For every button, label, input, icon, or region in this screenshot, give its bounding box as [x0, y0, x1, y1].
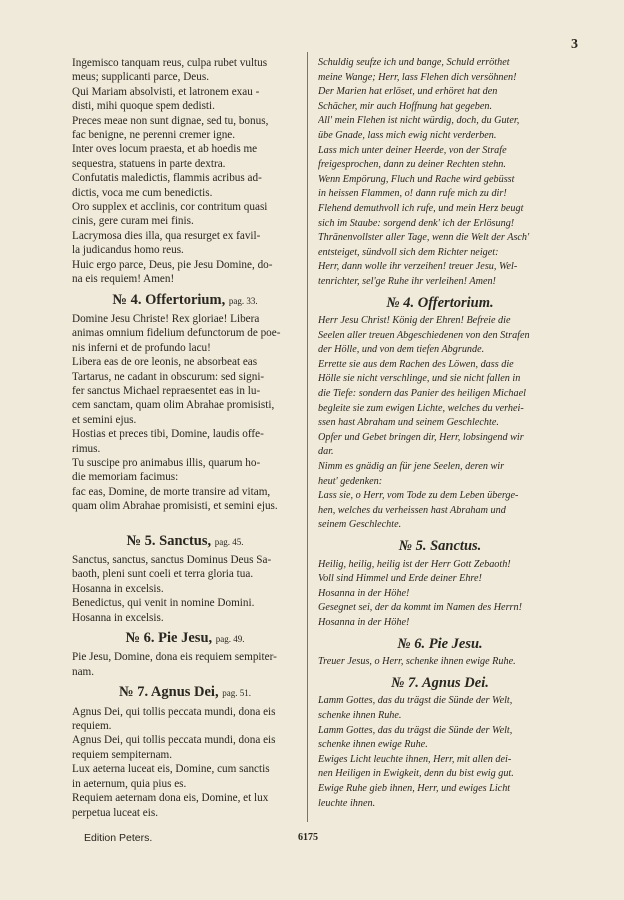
text-line: in aeternum, quia pius es.	[72, 777, 187, 790]
text-line: dar.	[318, 446, 334, 458]
text-line: Herr, dann wolle ihr verzeihen! treuer Jesu, Wel-	[318, 261, 518, 273]
heading-title: № 5. Sanctus,	[126, 532, 212, 549]
text-line: in heissen Flammen, o! dann rufe mich zu dir!	[318, 188, 507, 200]
text-line: Benedictus, qui venit in nomine Domini.	[72, 597, 255, 610]
text-line: Lass mich unter deiner Heerde, von der Strafe	[318, 144, 507, 156]
german-heading-sanctus: № 5. Sanctus.	[398, 538, 482, 554]
text-line: baoth, pleni sunt coeli et terra gloria tua.	[72, 568, 254, 581]
latin-block-sanctus	[72, 553, 298, 625]
page-reference: pag. 49.	[215, 634, 245, 645]
german-heading-pie-jesu: № 6. Pie Jesu.	[397, 635, 483, 652]
text-line: Huic ergo parce, Deus, pie Jesu Domine, do-	[72, 258, 273, 271]
text-line: Agnus Dei, qui tollis peccata mundi, dona eis	[72, 705, 276, 718]
text-line: entsteiget, sündvoll sich dem Richter neiget:	[318, 246, 499, 258]
text-line: leuchte ihnen.	[318, 797, 376, 809]
text-line: requiem.	[72, 720, 112, 733]
text-line: hen, welches du verheissen hast Abraham und	[318, 504, 506, 516]
text-line: Treuer Jesus, o Herr, schenke ihnen ewige Ruhe.	[318, 656, 516, 668]
german-heading-agnus-dei: № 7. Agnus Dei.	[391, 674, 489, 691]
german-block-dies-irae	[318, 56, 562, 290]
text-line: Thränenvollster aller Tage, wenn die Welt der Asch'	[318, 232, 530, 244]
text-line: schenke ihnen ewige Ruhe.	[318, 739, 428, 751]
text-line: Errette sie aus dem Rachen des Löwen, dass die	[318, 358, 514, 370]
text-line: Oro supplex et acclinis, cor contritum quasi	[72, 201, 268, 214]
text-line: sich im Staube: sorgend denk' ich der Erlösung!	[318, 217, 515, 229]
text-line: Schächer, mir auch Hoffnung hat gegeben.	[318, 100, 493, 112]
latin-heading-agnus-dei	[72, 685, 298, 700]
text-line: Opfer und Gebet bringen dir, Herr, lobsingend wir	[318, 431, 524, 443]
text-line: Lamm Gottes, das du trägst die Sünde der Welt,	[318, 724, 513, 736]
latin-block-offertorium	[72, 312, 298, 514]
text-line: Pie Jesu, Domine, dona eis requiem sempiter-	[72, 651, 277, 664]
latin-block-pie-jesu	[72, 650, 298, 679]
text-line: nen Heiligen in Ewigkeit, denn du bist ewig gut.	[318, 768, 514, 780]
text-line: tenrichter, sel'ge Ruhe ihr verleihen! Amen!	[318, 275, 496, 287]
text-line: Hölle sie nicht verschlinge, und sie nicht fallen in	[318, 373, 521, 385]
text-line: seinem Geschlechte.	[318, 519, 402, 531]
text-line: animas omnium fidelium defunctorum de poe-	[72, 327, 281, 340]
text-line: cem sanctam, quam olim Abrahae promisisti,	[72, 399, 275, 412]
page-reference: pag. 45.	[214, 536, 244, 547]
text-line: die memoriam facimus:	[72, 471, 179, 484]
text-line: Lamm Gottes, das du trägst die Sünde der Welt,	[318, 695, 513, 707]
text-line: Heilig, heilig, heilig ist der Herr Gott Zebaoth!	[318, 558, 511, 570]
text-line: Tartarus, ne cadant in obscurum: sed signi-	[72, 370, 265, 383]
text-line: la judicandus homo reus.	[72, 244, 184, 257]
text-line: dictis, voca me cum benedictis.	[72, 186, 213, 199]
text-line: perpetua luceat eis.	[72, 806, 159, 819]
german-block-agnus-dei	[318, 694, 562, 811]
text-line: Ingemisco tanquam reus, culpa rubet vultus	[72, 57, 268, 69]
text-line: Libera eas de ore leonis, ne absorbeat eas	[72, 356, 258, 369]
text-line: Lacrymosa dies illa, qua resurget ex favil-	[72, 229, 261, 242]
text-line: Agnus Dei, qui tollis peccata mundi, dona eis	[72, 734, 276, 747]
text-line: ssen hast Abraham und seinem Geschlechte.	[318, 417, 499, 429]
german-column	[318, 56, 562, 811]
latin-block-dies-irae	[72, 56, 298, 287]
text-line: Voll sind Himmel und Erde deiner Ehre!	[318, 573, 482, 585]
latin-heading-offertorium	[72, 293, 298, 308]
column-divider	[307, 52, 308, 822]
text-line: nam.	[72, 665, 95, 678]
text-line: disti, mihi quoque spem dedisti.	[72, 100, 215, 113]
text-line: begleite sie zum ewigen Lichte, welches du verhei-	[318, 402, 524, 414]
text-line: fac eas, Domine, de morte transire ad vitam,	[72, 485, 271, 498]
text-line: sequestra, statuens in parte dextra.	[72, 157, 226, 170]
german-block-offertorium	[318, 314, 562, 533]
heading-title: № 6. Pie Jesu,	[125, 630, 213, 647]
latin-column	[72, 56, 298, 820]
latin-heading-pie-jesu	[72, 631, 298, 646]
text-line: Sanctus, sanctus, sanctus Dominus Deus Sa-	[72, 554, 272, 566]
text-line: Hosanna in excelsis.	[72, 611, 164, 624]
text-line: et semini ejus.	[72, 413, 137, 426]
publisher-name: Edition Peters.	[84, 832, 153, 844]
text-line: freigesprochen, dann zu deiner Rechten stehn.	[318, 159, 506, 171]
text-line: Hosanna in der Höhe!	[318, 616, 410, 628]
text-line: Inter oves locum praesta, et ab hoedis me	[72, 143, 258, 156]
text-line: Hosanna in der Höhe!	[318, 587, 410, 599]
text-line: Lux aeterna luceat eis, Domine, cum sanctis	[72, 763, 270, 776]
text-line: der Hölle, und von dem tiefen Abgrunde.	[318, 344, 485, 356]
text-line: All' mein Flehen ist nicht würdig, doch, du Guter,	[318, 115, 520, 127]
page-reference: pag. 33.	[228, 295, 258, 306]
text-line: Hosanna in excelsis.	[72, 582, 164, 595]
text-line: meine Wange; Herr, lass Flehen dich versöhnen!	[318, 71, 517, 83]
latin-block-agnus-dei	[72, 705, 298, 820]
german-heading-offertorium: № 4. Offertorium.	[386, 294, 494, 311]
text-line: Nimm es gnädig an für jene Seelen, deren wir	[318, 461, 505, 473]
text-line: Schuldig seufze ich und bange, Schuld erröthet	[318, 57, 510, 68]
text-line: na eis requiem! Amen!	[72, 273, 175, 286]
text-line: Confutatis maledictis, flammis acribus ad-	[72, 172, 262, 185]
text-line: fer sanctus Michael repraesentet eas in lu-	[72, 384, 261, 397]
page-number: 3	[571, 37, 578, 52]
text-line: übe Gnade, lass mich ewig nicht verderben.	[318, 129, 497, 141]
text-line: Herr Jesu Christ! König der Ehren! Befreie die	[318, 315, 511, 327]
text-line: Qui Mariam absolvisti, et latronem exau -	[72, 85, 260, 98]
text-line: Tu suscipe pro animabus illis, quarum ho-	[72, 456, 261, 469]
text-line: Hostias et preces tibi, Domine, laudis offe-	[72, 428, 264, 441]
heading-title: № 7. Agnus Dei,	[119, 684, 219, 701]
text-line: fac benigne, ne perenni cremer igne.	[72, 129, 236, 142]
text-line: Requiem aeternam dona eis, Domine, et lux	[72, 792, 269, 805]
text-line: Seelen aller treuen Abgeschiedenen von den Strafen	[318, 329, 530, 341]
text-line: heut' gedenken:	[318, 475, 383, 487]
german-block-sanctus	[318, 558, 562, 631]
text-line: schenke ihnen Ruhe.	[318, 709, 402, 721]
text-line: Ewiges Licht leuchte ihnen, Herr, mit allen dei-	[318, 753, 512, 765]
text-line: Preces meae non sunt dignae, sed tu, bonus,	[72, 114, 269, 127]
heading-title: № 4. Offertorium,	[112, 291, 226, 308]
page-reference: pag. 51.	[222, 688, 251, 699]
text-line: Flehend demuthvoll ich rufe, und mein Herz beugt	[318, 202, 524, 214]
text-line: Ewige Ruhe gieb ihnen, Herr, und ewiges Licht	[318, 782, 511, 794]
text-line: Lass sie, o Herr, vom Tode zu dem Leben überge-	[318, 490, 519, 502]
text-line: nis inferni et de profundo lacu!	[72, 341, 211, 354]
text-line: requiem sempiternam.	[72, 748, 173, 761]
text-line: meus; supplicanti parce, Deus.	[72, 71, 210, 84]
text-line: Domine Jesu Christe! Rex gloriae! Libera	[72, 312, 260, 325]
text-line: Gesegnet sei, der da kommt im Namen des Herrn!	[318, 602, 522, 614]
text-line: Wenn Empörung, Fluch und Rache wird gebüsst	[318, 173, 515, 185]
text-line: die Tiefe: sondern das Panier des heiligen Michael	[318, 388, 526, 400]
text-line: Der Marien hat erlöset, und erhöret hat den	[318, 86, 498, 98]
text-line: quam olim Abrahae promisisti, et semini ejus.	[72, 500, 278, 513]
text-line: cinis, gere curam mei finis.	[72, 215, 194, 228]
text-line: rimus.	[72, 442, 101, 455]
german-block-pie-jesu	[318, 655, 562, 670]
plate-number: 6175	[298, 832, 318, 843]
latin-heading-sanctus	[72, 534, 298, 549]
